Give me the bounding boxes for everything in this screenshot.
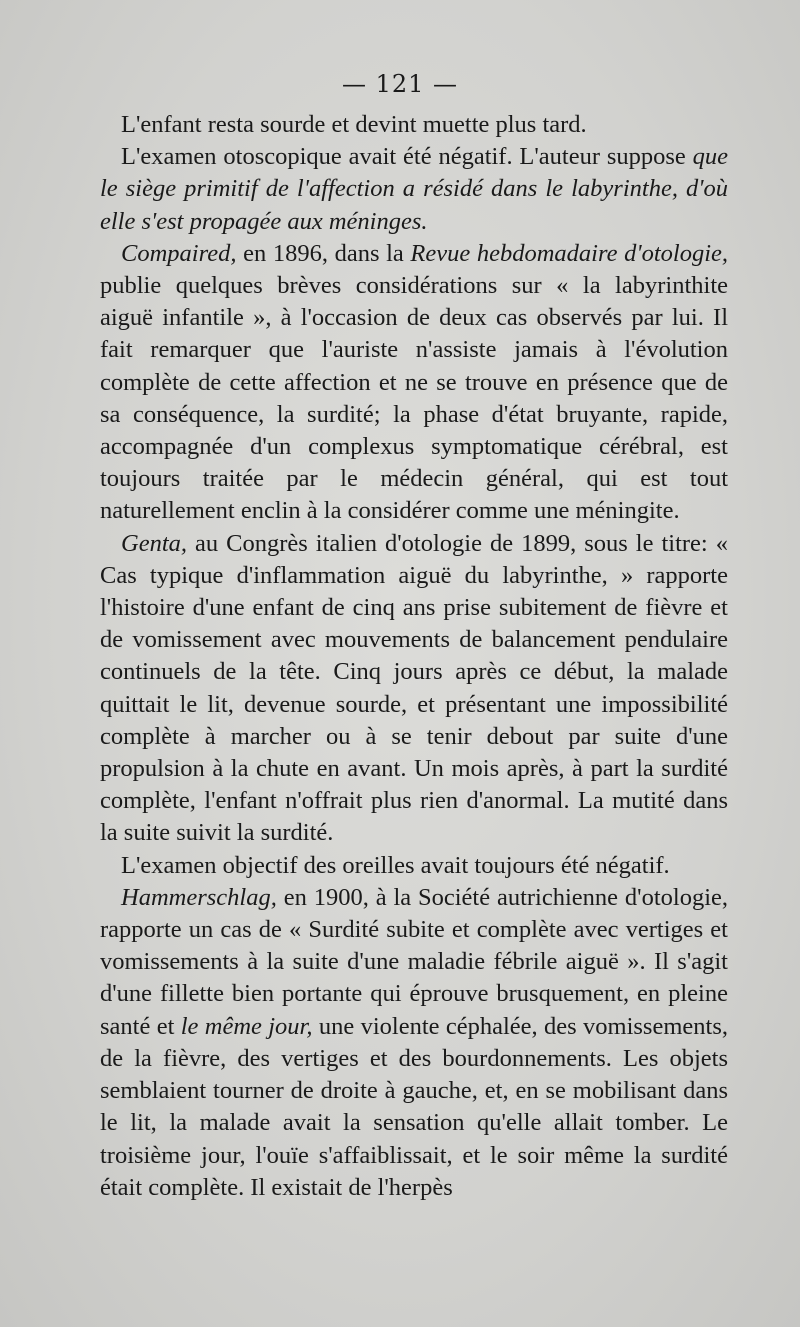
paragraph-genta: Genta, au Congrès italien d'otologie de 1899, sous le titre: « Cas typique d'inflammation aiguë du labyrinthe, » rapporte l'histoire d'une enfant de cinq ans prise subitement de fièvre et de vomissement avec mouvements de balancement pendulaire continuels de la tête. Cinq jours après ce début, la malade quittait le lit, devenue sourde, et présentant une impossibilité complète à marcher ou à se tenir debout par suite d'une propulsion à la chute en avant. Un mois après, à part la surdité complète, l'enfant n'offrait plus rien d'anormal. La mutité dans la suite suivit la surdité. [100, 529, 728, 847]
paragraph-5: L'examen objectif des oreilles avait toujours été négatif. [121, 851, 670, 879]
paragraph-compaired: Compaired, en 1896, dans la Revue hebdomadaire d'otologie, publie quelques brèves considérations sur « la labyrinthite aiguë infantile », à l'occasion de deux cas observés par lui. Il fait remarquer que l'auriste n'assiste jamais à l'évolution complète de cette affection et ne se trouve en présence que de sa conséquence, la surdité; la phase d'état bruyante, rapide, accompagnée d'un complexus symptomatique cérébral, est toujours traitée par le médecin général, qui est tout naturellement enclin à la considérer comme une méningite. [100, 239, 728, 525]
page-number: — 121 — [341, 70, 459, 98]
emphasis: le même jour, [180, 1012, 313, 1040]
paragraph-1: L'enfant resta sourde et devint muette plus tard. [121, 111, 587, 138]
italic-passage: que le siège primitif de l'affection a résidé dans le labyrinthe, d'où elle s'est propagée aux méninges. [100, 143, 728, 235]
paragraph-2: L'examen otoscopique avait été négatif. L'auteur suppose que le siège primitif de l'affection a résidé dans le labyrinthe, d'où elle s'est propagée aux méninges. [100, 143, 728, 235]
author-name: Genta, [121, 529, 187, 557]
body-text [100, 109, 728, 1204]
paragraph-hammerschlag: Hammerschlag, en 1900, à la Société autrichienne d'otologie, rapporte un cas de « Surdité subite et complète avec vertiges et vomissements à la suite d'une maladie fébrile aiguë ». Il s'agit d'une fillette bien portante qui éprouve brusquement, en pleine santé et le même jour, une violente céphalée, des vomissements, de la fièvre, des vertiges et des bourdonnements. Les objets semblaient tourner de droite à gauche, et, en se mobilisant dans le lit, la malade avait la sensation qu'elle allait tomber. Le troisième jour, l'ouïe s'affaiblissait, et le soir même la surdité était complète. Il existait de l'herpès [100, 883, 728, 1201]
author-name: Compaired, [121, 239, 237, 267]
journal-title: Revue hebdomadaire d'otologie, [410, 239, 728, 267]
author-name: Hammerschlag, [121, 883, 277, 911]
